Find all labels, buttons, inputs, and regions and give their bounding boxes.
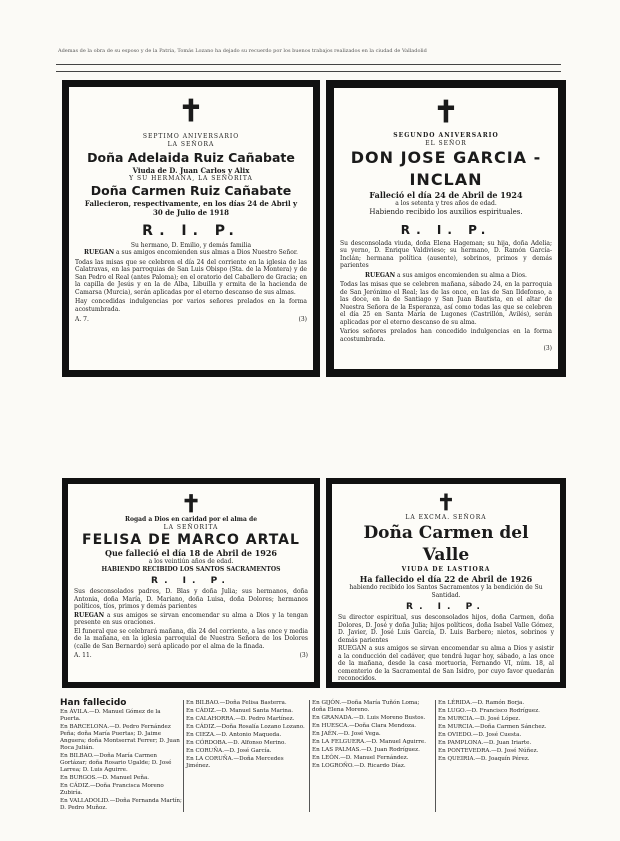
list-item: En MURCIA.—Doña Carmen Sánchez. — [438, 724, 547, 730]
list-item: En LA FELGUERA.—D. Manuel Aguirre. — [312, 739, 426, 745]
widow-line: Viuda de D. Juan Carlos y Alix — [132, 166, 250, 175]
list-item: En CALAHORRA.—D. Pedro Martínez. — [186, 716, 295, 722]
top-strip-text: Ademas de la obra de su esposo y de la Patria, Tomás Lozano ha dejado su recuerdo por los buenos trabajos realizados en la ciudad de Valladolid — [58, 48, 427, 54]
list-item: En LEÓN.—D. Manuel Fernández. — [312, 755, 409, 761]
deceased-name: FELISA DE MARCO ARTAL — [82, 532, 300, 548]
list-item: En BILBAO.—Doña María Carmen Gortázar; doña Rosario Ugalde; D. José Larrea; D. Luis Aguirre. — [60, 753, 172, 773]
request-lead: RUEGAN — [365, 271, 396, 279]
indulgences-paragraph: Hay concedidas indulgencias por varios señores prelados en la forma acostumbrada. — [75, 298, 307, 313]
age-line: a los veintiún años de edad. — [148, 558, 234, 565]
request-lead: RUEGAN — [74, 611, 105, 619]
request-rest: a sus amigos encomienden su alma a Dios. — [397, 271, 527, 279]
family-line: Su hermano, D. Emilio, y demás familia — [130, 241, 252, 249]
obituary-ruiz-canabate — [62, 80, 320, 377]
list-item: En PAMPLONA.—D. Juan Iriarte. — [438, 740, 532, 746]
masses-paragraph: Todas las misas que se celebren el día 24 del corriente en la iglesia de las Calatravas, en las parroquias de San Luis Obispo (Sta. de la Montera) y de San Pedro el Real (antes Paloma); en el oratorio del Caballero de Gracia; en la capilla de Jesús y en la de Alba, Libuilla y ermita de la hacienda de Camarsa (Murcia), serán aplicadas por el eterno descanso de sus almas. — [75, 258, 307, 296]
list-item: En CIEZA.—D. Antonio Maqueda. — [186, 732, 282, 738]
ref-number: (3) — [543, 345, 552, 352]
ref-number: (3) — [298, 316, 307, 323]
list-item: En GRANADA.—D. Luis Moreno Bustos. — [312, 715, 426, 721]
deceased-name: Doña Adelaida Ruiz Cañabate — [87, 150, 295, 165]
request-line — [340, 272, 552, 280]
deaths-column-1 — [60, 700, 182, 813]
notice-footer — [74, 652, 308, 659]
ref-number: (3) — [299, 652, 308, 659]
notice-footer — [338, 685, 554, 689]
deaths-column-3 — [312, 700, 434, 771]
family-paragraph: Su desconsolada viuda, doña Elena Hageman; su hija, doña Adelia; su yerno, D. Enrique Valdivieso; su hermano, D. Ramón García-Inclán; hermana política (ausente), sobrinos, primos y demás parientes — [340, 239, 552, 269]
deaths-column-4 — [438, 700, 560, 764]
list-item: En PONTEVEDRA.—D. José Núñez. — [438, 748, 539, 754]
list-item: En GIJÓN.—Doña María Tuñón Loma; doña Elena Moreno. — [312, 700, 420, 713]
list-item: En BURGOS.—D. Manuel Peña. — [60, 775, 150, 781]
family-paragraph: Sus desconsolados padres, D. Blas y doña Julia; sus hermanos, doña Antonia, doña María, D. Mariano, doña Luisa, doña Dolores; hermanos políticos, tíos, primos y demás parientes — [74, 588, 308, 610]
list-item: En QUEIRIA.—D. Joaquín Pérez. — [438, 756, 530, 762]
title-line: EL SEÑOR — [425, 139, 467, 147]
list-item: En HUESCA.—Doña Clara Mendoza. — [312, 723, 417, 729]
death-dates: Fallecieron, respectivamente, en los días 24 de Abril y 30 de Julio de 1918 — [84, 198, 298, 217]
list-item: En ÁVILA.—D. Manuel Gómez de la Puerta. — [60, 709, 161, 722]
agency-code: A. 11. — [338, 684, 356, 688]
cross-icon: ✝ — [180, 489, 202, 518]
death-date: Que falleció el día 18 de Abril de 1926 — [105, 548, 277, 558]
list-item: En OVIEDO.—D. José Cuesta. — [438, 732, 522, 738]
cross-icon: ✝ — [436, 490, 456, 516]
agency-code: A. 11. — [74, 652, 92, 659]
intro-line: Rogad a Dios en caridad por el alma de — [124, 516, 258, 523]
list-item: En BILBAO.—Doña Felisa Basterra. — [186, 700, 287, 706]
deaths-column-2 — [186, 700, 308, 771]
title-line: LA EXCMA. SEÑORA — [405, 514, 487, 521]
masses-paragraph: Todas las misas que se celebren mañana, sábado 24, en la parroquia de San Jerónimo el Real; las de las once, en las de San Ildefonso, a las doce, en la de Santiago y San Juan Bautista, en el altar de Nuestra Señora de la Esperanza, así como todas las que se celebren el día 25 en Santa María de Lugones (Castrillón, Avilés), serán aplicadas por el eterno descanso de su alma. — [340, 281, 552, 326]
funeral-paragraph: El funeral que se celebrará mañana, día 24 del corriente, a las once y media de la mañana, en la iglesia parroquial de Nuestra Señora de los Dolores (calle de San Bernardo) será aplicado por el alma de la finada. — [74, 627, 308, 650]
death-date: Falleció el día 24 de Abril de 1924 — [369, 190, 523, 200]
rip-label: R. I. P. — [151, 576, 231, 586]
list-item: En CÓRDOBA.—D. Alfonso Merino. — [186, 740, 287, 746]
cross-icon: ✝ — [178, 94, 204, 129]
list-item: En LOGROÑO.—D. Ricardo Díaz. — [312, 763, 406, 769]
column-divider — [309, 700, 310, 812]
list-item: En LÉRIDA.—D. Ramón Borja. — [438, 700, 525, 706]
top-rule — [56, 64, 561, 72]
rip-label: R. I. P. — [142, 222, 240, 239]
age-line: a los setenta y tres años de edad. — [395, 200, 497, 207]
rip-label: R. I. P. — [400, 222, 492, 237]
anniversary-line: SEGUNDO ANIVERSARIO — [393, 132, 499, 139]
deceased-name: Doña Carmen del Valle — [363, 522, 529, 565]
list-item: En CORUÑA.—D. José García. — [186, 748, 272, 754]
list-item: En LAS PALMAS.—D. Juan Rodríguez. — [312, 747, 420, 753]
sacraments-line: habiendo recibido los Santos Sacramentos y la bendición de Su Santidad. — [349, 584, 543, 599]
list-item: En CÁDIZ.—Doña Francisca Moreno Zubiría. — [60, 783, 164, 796]
title-line: LA SEÑORITA — [163, 523, 219, 531]
sister-line: Y SU HERMANA, LA SEÑORITA — [129, 175, 253, 182]
ref-number: (3) — [545, 684, 554, 688]
list-item: En LUGO.—D. Francisco Rodríguez. — [438, 708, 540, 714]
list-item: En BARCELONA.—D. Pedro Fernández Peña; doña María Puertas; D. Jaime Anguera; doña Montserrat Ferrer; D. Juan Roca Julián. — [60, 724, 180, 751]
deaths-listing — [60, 700, 560, 812]
widow-line: VIUDA DE LASTIORA — [401, 565, 491, 573]
obituary-carmen-del-valle — [326, 478, 566, 688]
list-item: En MURCIA.—D. José López. — [438, 716, 521, 722]
notice-footer — [340, 345, 552, 352]
request-lead: RUEGAN — [84, 249, 115, 256]
list-item: En VALLADOLID.—Doña Fernanda Martín; D. Pedro Muñoz. — [60, 798, 182, 811]
family-paragraph: Su director espiritual, sus desconsolados hijos, doña Carmen, doña Dolores, D. José y doña Julia; hijos políticos, doña Isabel Valle Gómez, D. Javier, D. José Luis García, D. Luis Barbero; nietos, sobrinos y demás parientes — [338, 614, 554, 644]
request-rest: a sus amigos se sirvan encomendar su alma a Dios y la tengan presente en sus oraciones. — [74, 611, 308, 626]
deceased-name: DON JOSE GARCIA - INCLAN — [350, 148, 542, 189]
column-divider — [435, 700, 436, 812]
list-item: En CÁDIZ.—D. Manuel Santa Marina. — [186, 708, 293, 714]
indulgences-paragraph: Varios señores prelados han concedido indulgencias en la forma acostumbrada. — [340, 328, 552, 343]
cross-icon: ✝ — [433, 95, 459, 130]
request-rest: a sus amigos encomienden sus almas a Dios Nuestro Señor. — [116, 249, 298, 256]
anniversary-line: SEPTIMO ANIVERSARIO — [142, 133, 240, 140]
rip-label: R. I. P. — [406, 602, 486, 612]
list-item: En JAÉN.—D. José Vega. — [312, 731, 381, 737]
deceased-name-2: Doña Carmen Ruiz Cañabate — [90, 182, 292, 198]
list-item: En CÁDIZ.—Doña Rosalía Lozano Lozano. — [186, 724, 305, 730]
deaths-heading: Han fallecido — [60, 698, 127, 708]
sacraments-line: Habiendo recibido los auxilios espirituales. — [369, 207, 523, 216]
request-line — [74, 612, 308, 627]
death-date: Ha fallecido el día 22 de Abril de 1926 — [359, 574, 533, 584]
request-line — [75, 249, 307, 257]
request-paragraph: RUEGAN a sus amigos se sirvan encomendar su alma a Dios y asistir a la conducción del cadáver, que tendrá lugar hoy, sábado, a las once de la mañana, desde la casa mortuoria, Fernando VI, núm. 18, al cementerio de la Sacramental de San Isidro, por cuyo favor quedarán reconocidos. — [338, 645, 554, 682]
title-line: LA SEÑORA — [167, 140, 215, 148]
notice-footer — [75, 316, 307, 323]
agency-code: A. 7. — [75, 316, 89, 323]
obituary-garcia-inclan — [326, 80, 566, 377]
obituary-marco-artal — [62, 478, 320, 688]
list-item: En LA CORUÑA.—Doña Mercedes Jiménez. — [186, 756, 284, 769]
sacraments-line: HABIENDO RECIBIDO LOS SANTOS SACRAMENTOS — [101, 565, 281, 573]
column-divider — [183, 700, 184, 812]
